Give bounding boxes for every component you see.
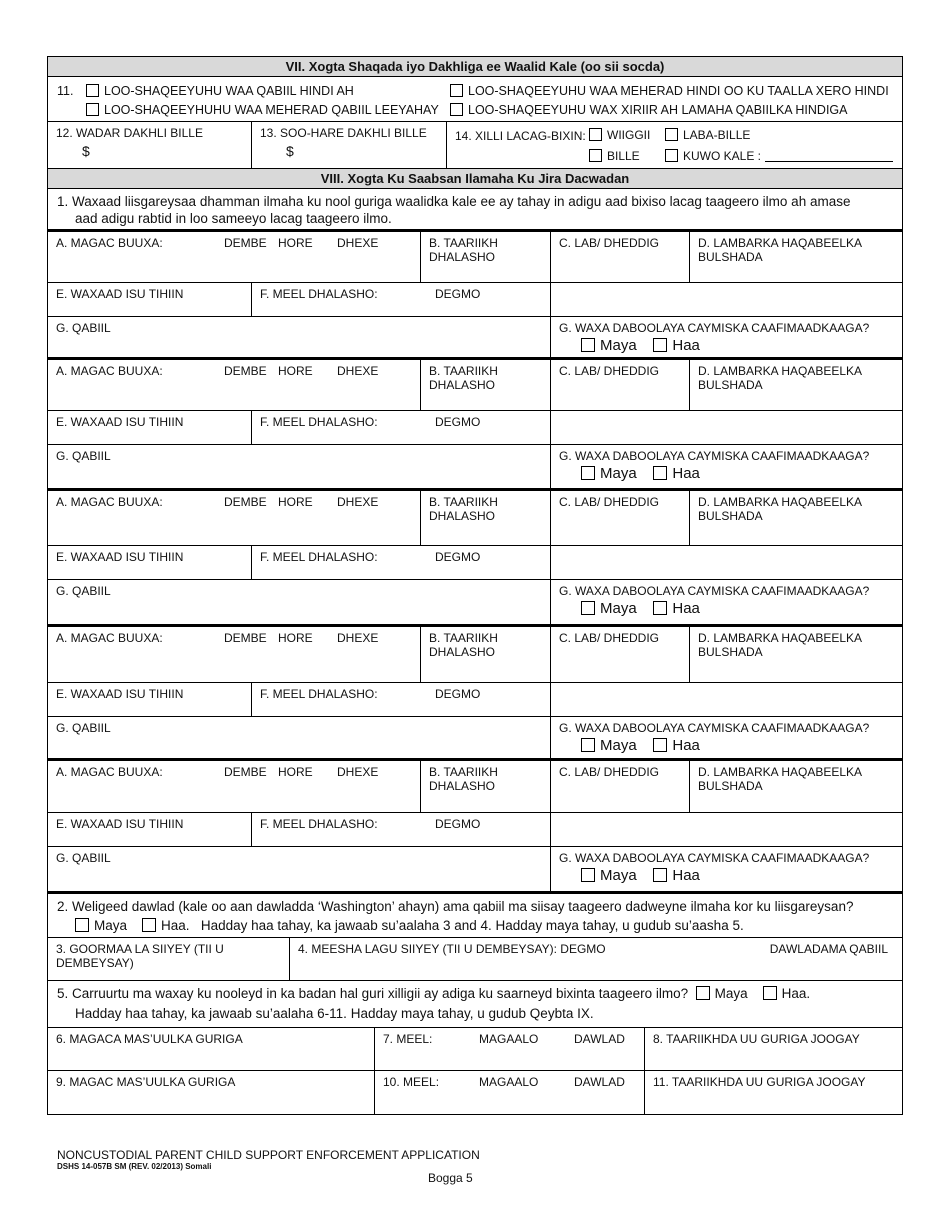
q11-field[interactable]: 11. TAARIIKHDA UU GURIGA JOOGAY (644, 1071, 902, 1114)
q6-field[interactable]: 6. MAGACA MAS’UULKA GURIGA (56, 1032, 243, 1046)
child-relationship-field[interactable]: E. WAXAAD ISU TIHIIN (56, 287, 184, 301)
checkbox-icon[interactable] (450, 103, 463, 116)
q5-row (48, 981, 902, 1028)
child-birthplace-field[interactable]: F. MEEL DHALASHO: DEGMO (251, 813, 550, 846)
child-tribe-field[interactable]: G. QABIIL (56, 449, 111, 463)
page-number: Bogga 5 (428, 1171, 473, 1185)
child-row-ef (48, 683, 902, 717)
child-row-ef (48, 813, 902, 847)
checkbox-icon[interactable] (75, 918, 89, 932)
q1-text-line1: 1. Waxaad liisgareysaa dhamman ilmaha ku nool guriga waalidka kale ee ay tahay in adigu aad bixiso lacag taageero ilmo ah amase (57, 194, 851, 209)
insurance-haa[interactable]: Haa (653, 867, 700, 884)
household-row-2 (48, 1071, 902, 1114)
child-row-g (48, 445, 902, 491)
checkbox-icon[interactable] (581, 738, 595, 752)
child-block (48, 360, 902, 491)
checkbox-icon[interactable] (86, 103, 99, 116)
section-8-title: VIII. Xogta Ku Saabsan Ilamaha Ku Jira Dacwadan (48, 169, 902, 189)
child-blank-field (550, 813, 902, 846)
checkbox-icon[interactable] (653, 466, 667, 480)
checkbox-icon[interactable] (653, 338, 667, 352)
q5-instructions: Hadday haa tahay, ka jawaab su’aalaha 6-11. Hadday maya tahay, u gudub Qeybta IX. (75, 1006, 594, 1021)
child-ssn-field[interactable]: D. LAMBARKA HAQABEELKA BULSHADA (689, 627, 902, 682)
form-frame (47, 56, 903, 1115)
child-sex-field[interactable]: C. LAB/ DHEDDIG (550, 761, 689, 812)
q11-option-4[interactable]: LOO-SHAQEEYUHU WAX XIRIIR AH LAMAHA QABIILKA HINDIGA (450, 103, 848, 117)
child-row-g (48, 317, 902, 360)
q2-haa[interactable]: Haa. (142, 918, 190, 933)
child-row-abcd (48, 360, 902, 411)
child-birthplace-field[interactable]: F. MEEL DHALASHO: DEGMO (251, 683, 550, 716)
child-tribe-field[interactable]: G. QABIIL (56, 584, 111, 598)
checkbox-icon[interactable] (581, 868, 595, 882)
child-block (48, 491, 902, 627)
q1-text-line2: aad adigu rabtid in loo sameeyo lacag taageero ilmo. (75, 211, 392, 226)
child-sex-field[interactable]: C. LAB/ DHEDDIG (550, 491, 689, 545)
child-row-g (48, 847, 902, 894)
child-relationship-field[interactable]: E. WAXAAD ISU TIHIIN (56, 415, 184, 429)
household-row-1 (48, 1028, 902, 1071)
insurance-maya[interactable]: Maya (581, 465, 637, 482)
dollar-sign: $ (82, 143, 90, 159)
child-row-ef (48, 546, 902, 580)
child-birthdate-field[interactable]: B. TAARIIKH DHALASHO (420, 232, 550, 282)
q12-field[interactable]: 12. WADAR DAKHLI BILLE $ (48, 122, 251, 168)
q14-monthly[interactable]: BILLE (589, 149, 640, 163)
insurance-haa[interactable]: Haa (653, 737, 700, 754)
checkbox-icon[interactable] (665, 128, 678, 141)
checkbox-icon[interactable] (450, 84, 463, 97)
child-block (48, 627, 902, 761)
child-full-name-field[interactable]: A. MAGAC BUUXA: DEMBE HORE DHEXE (56, 495, 379, 509)
child-birthplace-field[interactable]: F. MEEL DHALASHO: DEGMO (251, 411, 550, 444)
q14-weekly[interactable]: WIIGGII (589, 128, 650, 142)
child-insurance-field: G. WAXA DABOOLAYA CAYMISKA CAAFIMAADKAAGA? Maya Haa (550, 580, 902, 624)
child-row-g (48, 580, 902, 627)
child-blank-field (550, 683, 902, 716)
q2-instructions: Hadday haa tahay, ka jawaab su’aalaha 3 and 4. Hadday maya tahay, u gudub su’aasha 5. (200, 918, 744, 933)
q5-text: 5. Carruurtu ma waxay ku nooleyd in ka badan hal guri xilligii ay adiga ku saarneyd bixinta taageero ilmo? Maya Haa. (57, 986, 811, 1001)
child-row-abcd (48, 491, 902, 546)
q11-option-3[interactable]: LOO-SHAQEEYUHU WAA MEHERAD HINDI OO KU TAALLA XERO HINDI (450, 84, 889, 98)
checkbox-icon[interactable] (763, 986, 777, 1000)
insurance-haa[interactable]: Haa (653, 337, 700, 354)
q4-field[interactable]: 4. MEESHA LAGU SIIYEY (TII U DEMBEYSAY): DEGMO DAWLADAMA QABIIL (289, 938, 902, 980)
checkbox-icon[interactable] (696, 986, 710, 1000)
q5-haa[interactable]: Haa. (763, 986, 811, 1001)
child-birthdate-field[interactable]: B. TAARIIKH DHALASHO (420, 491, 550, 545)
q11-row (48, 77, 902, 122)
q11-number: 11. (57, 84, 74, 98)
checkbox-icon[interactable] (142, 918, 156, 932)
child-row-ef (48, 283, 902, 317)
insurance-maya[interactable]: Maya (581, 867, 637, 884)
child-sex-field[interactable]: C. LAB/ DHEDDIG (550, 627, 689, 682)
income-row (48, 122, 902, 169)
child-relationship-field[interactable]: E. WAXAAD ISU TIHIIN (56, 550, 184, 564)
child-full-name-field[interactable]: A. MAGAC BUUXA: DEMBE HORE DHEXE (56, 364, 379, 378)
child-full-name-field[interactable]: A. MAGAC BUUXA: DEMBE HORE DHEXE (56, 765, 379, 779)
insurance-maya[interactable]: Maya (581, 600, 637, 617)
child-birthplace-field[interactable]: F. MEEL DHALASHO: DEGMO (251, 546, 550, 579)
child-row-abcd (48, 761, 902, 813)
child-blank-field (550, 283, 902, 316)
q3-field[interactable]: 3. GOORMAA LA SIIYEY (TII U DEMBEYSAY) (56, 942, 224, 970)
q2-row (48, 894, 902, 938)
q11-option-2[interactable]: LOO-SHAQEEYHUHU WAA MEHERAD QABIIL LEEYAHAY (86, 103, 439, 117)
q14-label: 14. XILLI LACAG-BIXIN: (455, 129, 586, 143)
checkbox-icon[interactable] (581, 338, 595, 352)
checkbox-icon[interactable] (581, 466, 595, 480)
child-tribe-field[interactable]: G. QABIIL (56, 851, 111, 865)
child-ssn-field[interactable]: D. LAMBARKA HAQABEELKA BULSHADA (689, 761, 902, 812)
checkbox-icon[interactable] (86, 84, 99, 97)
insurance-maya[interactable]: Maya (581, 337, 637, 354)
child-row-abcd (48, 232, 902, 283)
q14-biweekly[interactable]: LABA-BILLE (665, 128, 750, 142)
child-block (48, 232, 902, 360)
dollar-sign: $ (286, 143, 294, 159)
checkbox-icon[interactable] (653, 738, 667, 752)
form-id: DSHS 14-057B SM (REV. 02/2013) Somali (57, 1162, 212, 1171)
q2-text: 2. Weligeed dawlad (kale oo aan dawladda ‘Washington’ ahayn) ama qabiil ma siisay taageero dadweyne ilmaha kor ku liisgareysan? (57, 899, 854, 914)
child-blank-field (550, 546, 902, 579)
child-ssn-field[interactable]: D. LAMBARKA HAQABEELKA BULSHADA (689, 491, 902, 545)
checkbox-icon[interactable] (589, 149, 602, 162)
q2-answer (75, 918, 744, 933)
child-sex-field[interactable]: C. LAB/ DHEDDIG (550, 360, 689, 410)
form-title: NONCUSTODIAL PARENT CHILD SUPPORT ENFORCEMENT APPLICATION (57, 1148, 480, 1162)
q13-field[interactable]: 13. SOO-HARE DAKHLI BILLE $ (251, 122, 446, 168)
child-row-ef (48, 411, 902, 445)
child-birthdate-field[interactable]: B. TAARIIKH DHALASHO (420, 627, 550, 682)
child-row-abcd (48, 627, 902, 683)
insurance-haa[interactable]: Haa (653, 465, 700, 482)
child-ssn-field[interactable]: D. LAMBARKA HAQABEELKA BULSHADA (689, 232, 902, 282)
q7-field[interactable]: 7. MEEL: MAGAALO DAWLAD (374, 1028, 644, 1070)
checkbox-icon[interactable] (653, 868, 667, 882)
q8-field[interactable]: 8. TAARIIKHDA UU GURIGA JOOGAY (644, 1028, 902, 1070)
q9-field[interactable]: 9. MAGAC MAS’UULKA GURIGA (56, 1075, 236, 1089)
checkbox-icon[interactable] (589, 128, 602, 141)
child-full-name-field[interactable]: A. MAGAC BUUXA: DEMBE HORE DHEXE (56, 631, 379, 645)
q14-other[interactable]: KUWO KALE : (665, 149, 893, 163)
q10-field[interactable]: 10. MEEL: MAGAALO DAWLAD (374, 1071, 644, 1114)
children-list (48, 232, 902, 894)
insurance-haa[interactable]: Haa (653, 600, 700, 617)
child-row-g (48, 717, 902, 761)
q14-other-input[interactable] (765, 151, 893, 162)
q1-row (48, 189, 902, 232)
child-block (48, 761, 902, 894)
child-tribe-field[interactable]: G. QABIIL (56, 321, 111, 335)
q3-q4-row (48, 938, 902, 981)
child-ssn-field[interactable]: D. LAMBARKA HAQABEELKA BULSHADA (689, 360, 902, 410)
child-sex-field[interactable]: C. LAB/ DHEDDIG (550, 232, 689, 282)
child-insurance-field: G. WAXA DABOOLAYA CAYMISKA CAAFIMAADKAAGA? Maya Haa (550, 445, 902, 488)
child-insurance-field: G. WAXA DABOOLAYA CAYMISKA CAAFIMAADKAAGA? Maya Haa (550, 317, 902, 357)
checkbox-icon[interactable] (581, 601, 595, 615)
child-birthdate-field[interactable]: B. TAARIIKH DHALASHO (420, 761, 550, 812)
section-7-title: VII. Xogta Shaqada iyo Dakhliga ee Waalid Kale (oo sii socda) (48, 57, 902, 77)
q5-maya[interactable]: Maya (696, 986, 748, 1001)
q11-option-1[interactable]: LOO-SHAQEEYUHU WAA QABIIL HINDI AH (86, 84, 354, 98)
child-birthdate-field[interactable]: B. TAARIIKH DHALASHO (420, 360, 550, 410)
checkbox-icon[interactable] (665, 149, 678, 162)
q14-field (446, 122, 902, 168)
q2-maya[interactable]: Maya (75, 918, 127, 933)
child-tribe-field[interactable]: G. QABIIL (56, 721, 111, 735)
child-insurance-field: G. WAXA DABOOLAYA CAYMISKA CAAFIMAADKAAGA? Maya Haa (550, 717, 902, 758)
child-insurance-field: G. WAXA DABOOLAYA CAYMISKA CAAFIMAADKAAGA? Maya Haa (550, 847, 902, 891)
insurance-maya[interactable]: Maya (581, 737, 637, 754)
child-full-name-field[interactable]: A. MAGAC BUUXA: DEMBE HORE DHEXE (56, 236, 379, 250)
checkbox-icon[interactable] (653, 601, 667, 615)
child-relationship-field[interactable]: E. WAXAAD ISU TIHIIN (56, 687, 184, 701)
child-relationship-field[interactable]: E. WAXAAD ISU TIHIIN (56, 817, 184, 831)
child-blank-field (550, 411, 902, 444)
child-birthplace-field[interactable]: F. MEEL DHALASHO: DEGMO (251, 283, 550, 316)
